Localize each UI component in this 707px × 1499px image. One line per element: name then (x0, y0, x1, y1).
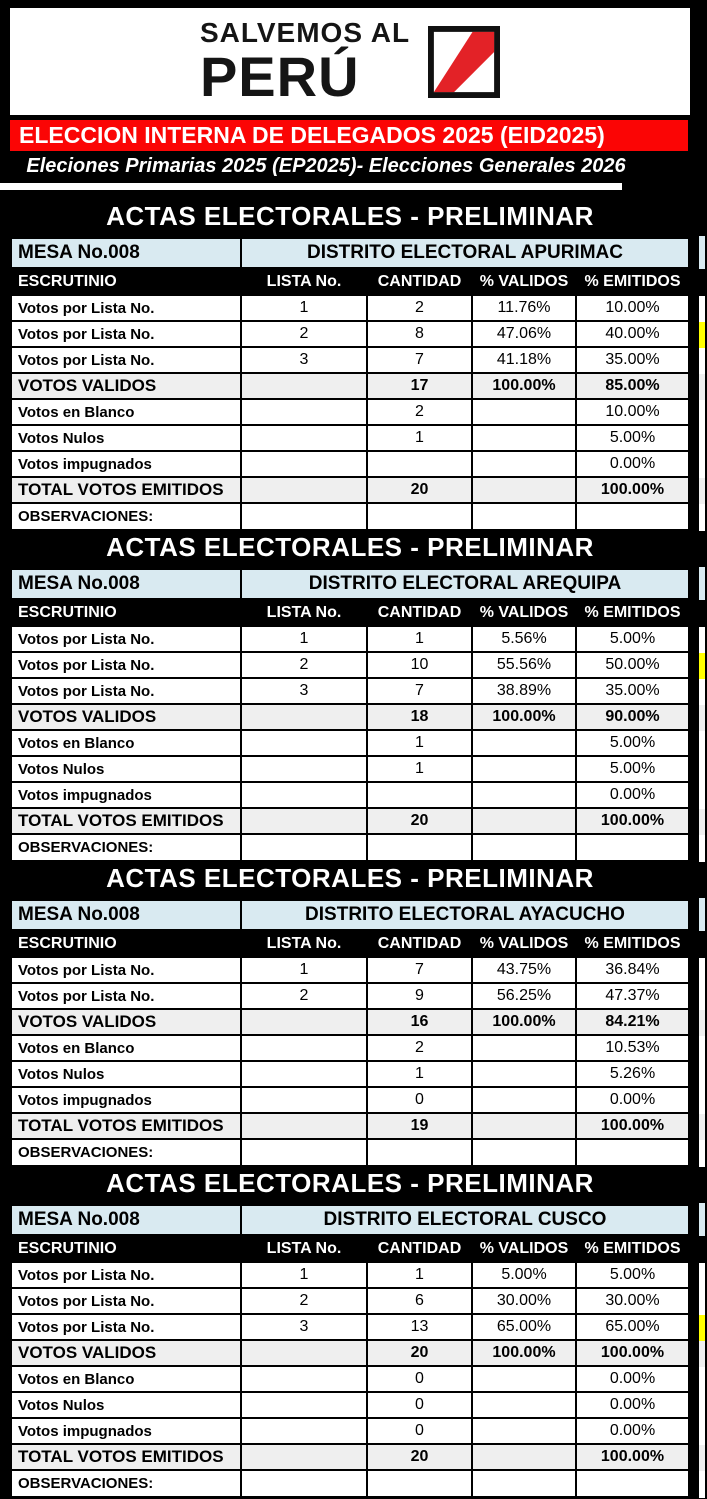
district-label: DISTRITO ELECTORAL AREQUIPA (242, 567, 690, 600)
row-label: TOTAL VOTOS EMITIDOS (10, 1114, 242, 1140)
cell-cantidad: 0 (368, 1088, 473, 1114)
row-label: Votos Nulos (10, 426, 242, 452)
cell-lista (242, 426, 368, 452)
table-row (10, 731, 690, 757)
cell-lista: 1 (242, 958, 368, 984)
col-header-validos: % VALIDOS (473, 600, 577, 627)
cell-validos: 47.06% (473, 322, 577, 348)
cell-lista (242, 1445, 368, 1471)
cell-emitidos: 90.00% (577, 705, 690, 731)
cell-emitidos: 84.21% (577, 1010, 690, 1036)
cell-cantidad: 20 (368, 1445, 473, 1471)
table-row (10, 1036, 690, 1062)
cell-cantidad: 7 (368, 958, 473, 984)
acta-sections (10, 200, 690, 1498)
cell-validos (473, 400, 577, 426)
col-header-cantidad: CANTIDAD (368, 600, 473, 627)
cell-lista (242, 783, 368, 809)
cell-validos (473, 757, 577, 783)
cell-cantidad: 20 (368, 809, 473, 835)
cell-emitidos: 100.00% (577, 478, 690, 504)
table-row-votos-validos (10, 705, 690, 731)
table-header-row (10, 269, 690, 296)
table-header-row (10, 1236, 690, 1263)
cell-validos (473, 478, 577, 504)
cell-cantidad: 10 (368, 653, 473, 679)
row-label: Votos impugnados (10, 1088, 242, 1114)
cell-cantidad: 0 (368, 1367, 473, 1393)
cell-cantidad: 2 (368, 400, 473, 426)
cell-lista: 1 (242, 1263, 368, 1289)
table-row-total-emitidos (10, 478, 690, 504)
table-row-votos-validos (10, 374, 690, 400)
table-row (10, 653, 690, 679)
row-label: Votos en Blanco (10, 400, 242, 426)
table-row (10, 296, 690, 322)
cell-validos: 5.00% (473, 1263, 577, 1289)
cell-lista (242, 400, 368, 426)
section-title: ACTAS ELECTORALES - PRELIMINAR (10, 862, 690, 895)
row-label: Votos por Lista No. (10, 348, 242, 374)
cell-cantidad: 0 (368, 1419, 473, 1445)
row-label: Votos Nulos (10, 1393, 242, 1419)
cell-emitidos: 10.00% (577, 296, 690, 322)
party-logo-text (199, 16, 411, 108)
table-row (10, 958, 690, 984)
cell-emitidos: 65.00% (577, 1315, 690, 1341)
cell-emitidos: 100.00% (577, 1341, 690, 1367)
table-row-total-emitidos (10, 809, 690, 835)
cell-lista: 3 (242, 348, 368, 374)
acta-section-ayacucho (10, 862, 690, 1167)
col-header-lista: LISTA No. (242, 931, 368, 958)
cell-emitidos: 10.00% (577, 400, 690, 426)
col-header-validos: % VALIDOS (473, 1236, 577, 1263)
cell-lista (242, 809, 368, 835)
acta-section-arequipa (10, 531, 690, 862)
party-logo-panel (10, 8, 690, 115)
cell-lista (242, 1393, 368, 1419)
cell-lista (242, 705, 368, 731)
election-title-banner: ELECCION INTERNA DE DELEGADOS 2025 (EID2025) (10, 120, 688, 151)
cell-validos (473, 783, 577, 809)
cell-validos (473, 1088, 577, 1114)
district-label: DISTRITO ELECTORAL CUSCO (242, 1203, 690, 1236)
cell-lista: 2 (242, 653, 368, 679)
cell-cantidad: 7 (368, 679, 473, 705)
cell-validos: 55.56% (473, 653, 577, 679)
cell-validos: 56.25% (473, 984, 577, 1010)
table-header-row (10, 931, 690, 958)
row-label: Votos por Lista No. (10, 1315, 242, 1341)
row-label: Votos por Lista No. (10, 296, 242, 322)
cell-lista (242, 1062, 368, 1088)
cell-emitidos: 0.00% (577, 783, 690, 809)
cell-emitidos: 0.00% (577, 1088, 690, 1114)
cell-lista: 2 (242, 322, 368, 348)
row-label: Votos por Lista No. (10, 984, 242, 1010)
adjacent-column-sliver (699, 236, 705, 531)
col-header-lista: LISTA No. (242, 600, 368, 627)
table-header-row (10, 600, 690, 627)
cell-cantidad: 1 (368, 426, 473, 452)
cell-emitidos: 0.00% (577, 1419, 690, 1445)
cell-cantidad: 1 (368, 1062, 473, 1088)
col-header-cantidad: CANTIDAD (368, 931, 473, 958)
cell-emitidos (577, 835, 690, 862)
table-row (10, 627, 690, 653)
table-row (10, 322, 690, 348)
row-label: Votos en Blanco (10, 1367, 242, 1393)
table-row (10, 1289, 690, 1315)
col-header-emitidos: % EMITIDOS (577, 600, 690, 627)
party-flag-icon (428, 26, 500, 98)
cell-emitidos: 100.00% (577, 809, 690, 835)
table-row (10, 1419, 690, 1445)
cell-cantidad: 20 (368, 1341, 473, 1367)
row-label: Votos impugnados (10, 1419, 242, 1445)
cell-validos (473, 1062, 577, 1088)
cell-lista: 2 (242, 984, 368, 1010)
col-header-lista: LISTA No. (242, 269, 368, 296)
cell-lista (242, 452, 368, 478)
cell-lista (242, 478, 368, 504)
col-header-lista: LISTA No. (242, 1236, 368, 1263)
cell-emitidos: 35.00% (577, 348, 690, 374)
cell-cantidad (368, 1471, 473, 1498)
logo-line2: PERÚ (199, 44, 360, 108)
row-label: VOTOS VALIDOS (10, 374, 242, 400)
cell-cantidad: 18 (368, 705, 473, 731)
cell-emitidos: 5.00% (577, 757, 690, 783)
cell-validos (473, 452, 577, 478)
mesa-row (10, 1203, 690, 1236)
cell-validos (473, 504, 577, 531)
row-label: VOTOS VALIDOS (10, 1010, 242, 1036)
cell-emitidos: 5.00% (577, 731, 690, 757)
cell-cantidad: 13 (368, 1315, 473, 1341)
cell-cantidad: 17 (368, 374, 473, 400)
cell-lista (242, 374, 368, 400)
table-row-observaciones (10, 504, 690, 531)
col-header-escrutinio: ESCRUTINIO (10, 931, 242, 958)
mesa-label: MESA No.008 (10, 1203, 242, 1236)
row-label: Votos en Blanco (10, 1036, 242, 1062)
table-row-votos-validos (10, 1010, 690, 1036)
mesa-label: MESA No.008 (10, 236, 242, 269)
cell-emitidos: 0.00% (577, 1393, 690, 1419)
table-row-total-emitidos (10, 1445, 690, 1471)
cell-validos (473, 1471, 577, 1498)
cell-validos (473, 1140, 577, 1167)
cell-lista (242, 1114, 368, 1140)
row-label: Votos Nulos (10, 1062, 242, 1088)
row-label: Votos por Lista No. (10, 958, 242, 984)
table-row (10, 1367, 690, 1393)
table-row-votos-validos (10, 1341, 690, 1367)
cell-validos: 11.76% (473, 296, 577, 322)
cell-lista (242, 757, 368, 783)
cell-emitidos: 47.37% (577, 984, 690, 1010)
cell-validos (473, 426, 577, 452)
cell-emitidos (577, 1471, 690, 1498)
table-row (10, 984, 690, 1010)
row-label: TOTAL VOTOS EMITIDOS (10, 1445, 242, 1471)
table-row (10, 452, 690, 478)
table-row-observaciones (10, 835, 690, 862)
table-row-observaciones (10, 1471, 690, 1498)
cell-lista: 2 (242, 1289, 368, 1315)
cell-cantidad: 2 (368, 1036, 473, 1062)
table-row (10, 1263, 690, 1289)
cell-emitidos: 40.00% (577, 322, 690, 348)
cell-lista: 3 (242, 1315, 368, 1341)
cell-validos (473, 1419, 577, 1445)
cell-cantidad (368, 452, 473, 478)
table-row-observaciones (10, 1140, 690, 1167)
adjacent-column-sliver (699, 1203, 705, 1498)
cell-lista (242, 1341, 368, 1367)
adjacent-column-sliver (699, 567, 705, 862)
cell-validos (473, 1114, 577, 1140)
row-label: OBSERVACIONES: (10, 1471, 242, 1498)
cell-lista: 3 (242, 679, 368, 705)
table-row-total-emitidos (10, 1114, 690, 1140)
cell-lista (242, 504, 368, 531)
table-row (10, 757, 690, 783)
adjacent-column-sliver (699, 898, 705, 1167)
cell-emitidos: 5.00% (577, 426, 690, 452)
table-row (10, 400, 690, 426)
row-label: Votos Nulos (10, 757, 242, 783)
cell-lista (242, 1367, 368, 1393)
district-label: DISTRITO ELECTORAL APURIMAC (242, 236, 690, 269)
cell-cantidad: 6 (368, 1289, 473, 1315)
cell-cantidad: 1 (368, 731, 473, 757)
mesa-label: MESA No.008 (10, 567, 242, 600)
row-label: OBSERVACIONES: (10, 835, 242, 862)
cell-cantidad (368, 835, 473, 862)
cell-emitidos: 5.26% (577, 1062, 690, 1088)
cell-validos (473, 809, 577, 835)
cell-emitidos: 30.00% (577, 1289, 690, 1315)
col-header-escrutinio: ESCRUTINIO (10, 600, 242, 627)
col-header-emitidos: % EMITIDOS (577, 1236, 690, 1263)
cell-emitidos: 100.00% (577, 1445, 690, 1471)
col-header-validos: % VALIDOS (473, 269, 577, 296)
row-label: Votos por Lista No. (10, 322, 242, 348)
cell-cantidad: 20 (368, 478, 473, 504)
cell-validos: 100.00% (473, 1010, 577, 1036)
cell-validos: 65.00% (473, 1315, 577, 1341)
cell-emitidos: 36.84% (577, 958, 690, 984)
cell-lista (242, 1010, 368, 1036)
cell-validos (473, 835, 577, 862)
table-row (10, 679, 690, 705)
cell-emitidos: 5.00% (577, 1263, 690, 1289)
mesa-label: MESA No.008 (10, 898, 242, 931)
cell-cantidad (368, 1140, 473, 1167)
cell-validos (473, 1393, 577, 1419)
cell-lista (242, 731, 368, 757)
cell-emitidos (577, 504, 690, 531)
col-header-emitidos: % EMITIDOS (577, 931, 690, 958)
cell-lista (242, 835, 368, 862)
cell-emitidos: 0.00% (577, 1367, 690, 1393)
table-row (10, 1393, 690, 1419)
cell-validos: 5.56% (473, 627, 577, 653)
cell-emitidos: 35.00% (577, 679, 690, 705)
cell-lista: 1 (242, 627, 368, 653)
mesa-row (10, 898, 690, 931)
row-label: Votos por Lista No. (10, 1263, 242, 1289)
cell-cantidad: 1 (368, 627, 473, 653)
cell-lista: 1 (242, 296, 368, 322)
cell-emitidos: 50.00% (577, 653, 690, 679)
row-label: Votos impugnados (10, 452, 242, 478)
cell-cantidad: 16 (368, 1010, 473, 1036)
cell-lista (242, 1036, 368, 1062)
cell-validos: 100.00% (473, 705, 577, 731)
row-label: VOTOS VALIDOS (10, 705, 242, 731)
table-row (10, 426, 690, 452)
cell-validos: 100.00% (473, 1341, 577, 1367)
row-label: Votos por Lista No. (10, 627, 242, 653)
cell-validos (473, 731, 577, 757)
acta-section-cusco (10, 1167, 690, 1498)
table-row (10, 1062, 690, 1088)
logo-line1: SALVEMOS AL (199, 16, 411, 48)
row-label: Votos en Blanco (10, 731, 242, 757)
cell-cantidad: 1 (368, 1263, 473, 1289)
row-label: TOTAL VOTOS EMITIDOS (10, 478, 242, 504)
col-header-validos: % VALIDOS (473, 931, 577, 958)
section-title: ACTAS ELECTORALES - PRELIMINAR (10, 1167, 690, 1200)
row-label: OBSERVACIONES: (10, 1140, 242, 1167)
cell-validos (473, 1445, 577, 1471)
cell-validos: 100.00% (473, 374, 577, 400)
col-header-escrutinio: ESCRUTINIO (10, 1236, 242, 1263)
table-row (10, 783, 690, 809)
section-title: ACTAS ELECTORALES - PRELIMINAR (10, 200, 690, 233)
cell-cantidad: 1 (368, 757, 473, 783)
cell-lista (242, 1140, 368, 1167)
cell-cantidad: 19 (368, 1114, 473, 1140)
cell-validos: 38.89% (473, 679, 577, 705)
cell-lista (242, 1088, 368, 1114)
mesa-row (10, 236, 690, 269)
row-label: Votos por Lista No. (10, 653, 242, 679)
table-row (10, 1315, 690, 1341)
divider-strip (0, 183, 622, 190)
cell-cantidad (368, 783, 473, 809)
row-label: Votos por Lista No. (10, 679, 242, 705)
cell-lista (242, 1419, 368, 1445)
cell-validos: 43.75% (473, 958, 577, 984)
cell-cantidad: 7 (368, 348, 473, 374)
cell-cantidad: 0 (368, 1393, 473, 1419)
col-header-escrutinio: ESCRUTINIO (10, 269, 242, 296)
row-label: Votos por Lista No. (10, 1289, 242, 1315)
section-title: ACTAS ELECTORALES - PRELIMINAR (10, 531, 690, 564)
cell-emitidos: 85.00% (577, 374, 690, 400)
cell-emitidos: 100.00% (577, 1114, 690, 1140)
col-header-emitidos: % EMITIDOS (577, 269, 690, 296)
acta-section-apurimac (10, 200, 690, 531)
election-subtitle: Eleciones Primarias 2025 (EP2025)- Elecciones Generales 2026 (0, 151, 707, 182)
row-label: OBSERVACIONES: (10, 504, 242, 531)
cell-cantidad (368, 504, 473, 531)
cell-validos: 41.18% (473, 348, 577, 374)
cell-emitidos: 5.00% (577, 627, 690, 653)
table-row (10, 1088, 690, 1114)
cell-lista (242, 1471, 368, 1498)
cell-cantidad: 2 (368, 296, 473, 322)
row-label: VOTOS VALIDOS (10, 1341, 242, 1367)
cell-cantidad: 9 (368, 984, 473, 1010)
cell-validos (473, 1367, 577, 1393)
cell-validos: 30.00% (473, 1289, 577, 1315)
mesa-row (10, 567, 690, 600)
cell-emitidos: 0.00% (577, 452, 690, 478)
col-header-cantidad: CANTIDAD (368, 269, 473, 296)
cell-cantidad: 8 (368, 322, 473, 348)
col-header-cantidad: CANTIDAD (368, 1236, 473, 1263)
row-label: TOTAL VOTOS EMITIDOS (10, 809, 242, 835)
row-label: Votos impugnados (10, 783, 242, 809)
cell-emitidos: 10.53% (577, 1036, 690, 1062)
cell-emitidos (577, 1140, 690, 1167)
table-row (10, 348, 690, 374)
cell-validos (473, 1036, 577, 1062)
district-label: DISTRITO ELECTORAL AYACUCHO (242, 898, 690, 931)
